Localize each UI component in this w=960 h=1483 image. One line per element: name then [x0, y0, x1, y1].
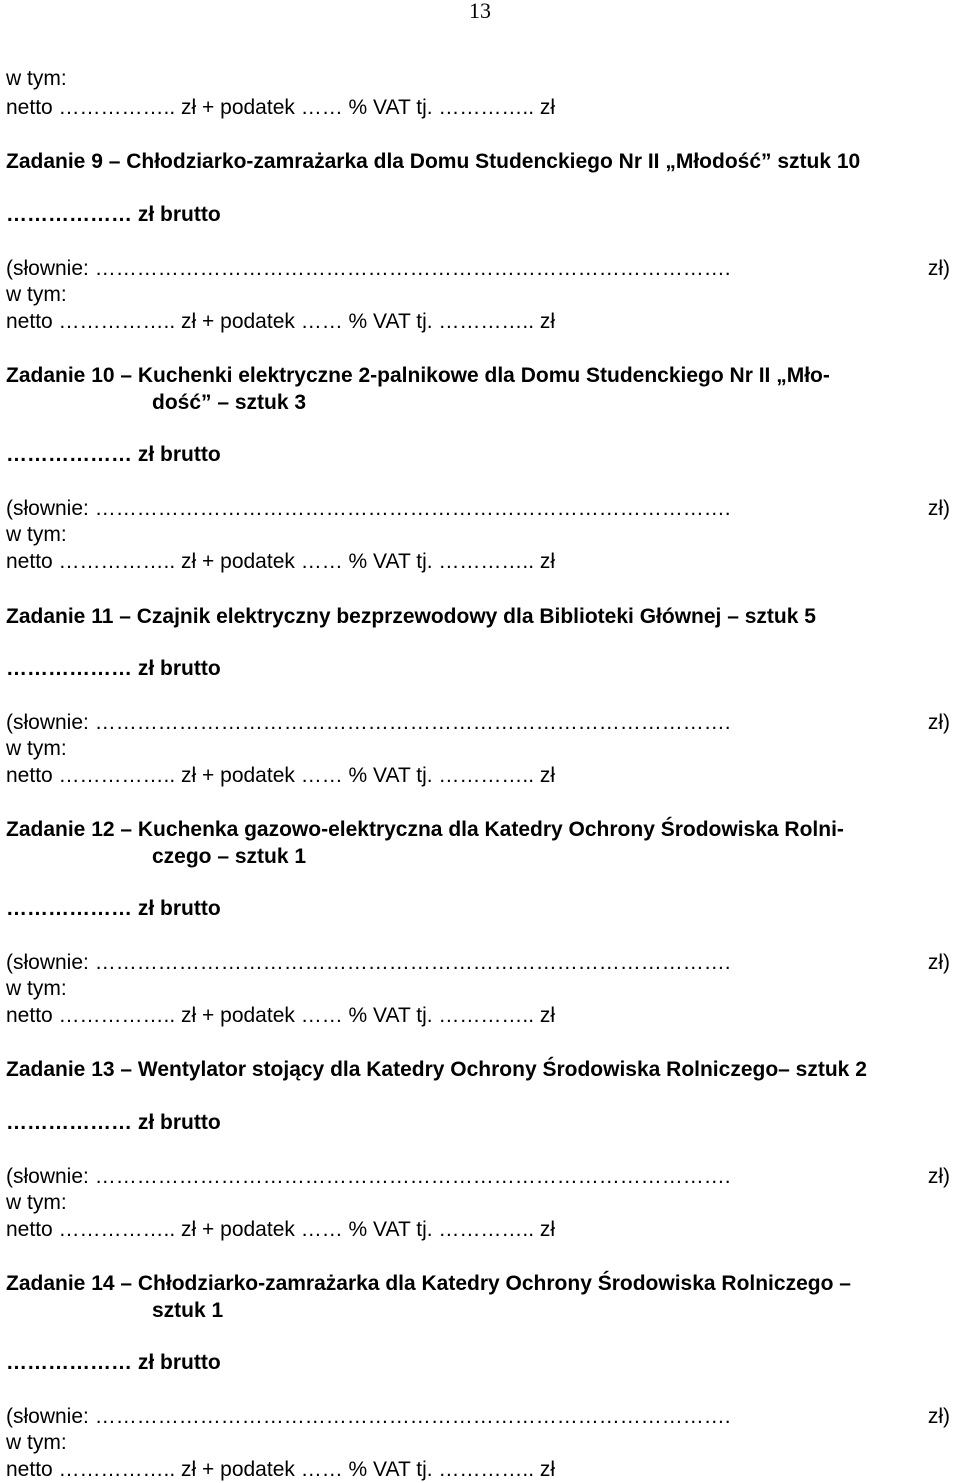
slownie-currency: zł) — [927, 1165, 950, 1188]
task-title-line1: Zadanie 12 – Kuchenka gazowo-elektryczna dla Katedry Ochrony Środowiska Rolni- — [6, 818, 844, 841]
netto-line: netto …………….. zł + podatek …… % VAT tj. ………….. zł — [6, 1458, 556, 1481]
task-title: Zadanie 11 – Czajnik elektryczny bezprzewodowy dla Biblioteki Głównej – sztuk 5 — [6, 605, 816, 628]
slownie-line — [6, 710, 950, 736]
brutto-line: ……………… zł brutto — [6, 657, 221, 680]
slownie-line — [6, 496, 950, 522]
task-title — [6, 816, 950, 843]
slownie-line — [6, 1164, 950, 1190]
slownie-line — [6, 1404, 950, 1430]
slownie-text: (słownie: ………………………………………………………………………………. — [6, 257, 731, 280]
netto-line: netto …………….. zł + podatek …… % VAT tj. ………….. zł — [6, 310, 556, 333]
page-number: 13 — [469, 0, 491, 23]
slownie-currency: zł) — [927, 951, 950, 974]
netto-line: netto …………….. zł + podatek …… % VAT tj. ………….. zł — [6, 764, 556, 787]
slownie-text: (słownie: ………………………………………………………………………………. — [6, 951, 731, 974]
w-tym-label: w tym: — [6, 523, 67, 546]
task-title: Zadanie 13 – Wentylator stojący dla Katedry Ochrony Środowiska Rolniczego– sztuk 2 — [6, 1058, 867, 1081]
w-tym-label: w tym: — [6, 283, 67, 306]
netto-line: netto …………….. zł + podatek …… % VAT tj. ………….. zł — [6, 96, 556, 119]
w-tym-label: w tym: — [6, 1191, 67, 1214]
slownie-line — [6, 256, 950, 282]
task-title — [6, 1270, 950, 1297]
brutto-line: ……………… zł brutto — [6, 203, 221, 226]
brutto-line: ……………… zł brutto — [6, 1111, 221, 1134]
brutto-line: ……………… zł brutto — [6, 443, 221, 466]
netto-line: netto …………….. zł + podatek …… % VAT tj. ………….. zł — [6, 1218, 556, 1241]
netto-line: netto …………….. zł + podatek …… % VAT tj. ………….. zł — [6, 1004, 556, 1027]
task-title — [6, 362, 950, 389]
w-tym-label: w tym: — [6, 67, 67, 90]
w-tym-label: w tym: — [6, 977, 67, 1000]
task-title-line1: Zadanie 14 – Chłodziarko-zamrażarka dla Katedry Ochrony Środowiska Rolniczego – — [6, 1272, 851, 1295]
slownie-text: (słownie: ………………………………………………………………………………. — [6, 1165, 731, 1188]
netto-line: netto …………….. zł + podatek …… % VAT tj. ………….. zł — [6, 550, 556, 573]
slownie-currency: zł) — [927, 257, 950, 280]
slownie-currency: zł) — [927, 711, 950, 734]
brutto-line: ……………… zł brutto — [6, 1351, 221, 1374]
task-title-line1: Zadanie 10 – Kuchenki elektryczne 2-palnikowe dla Domu Studenckiego Nr II „Mło- — [6, 364, 830, 387]
brutto-line: ……………… zł brutto — [6, 897, 221, 920]
slownie-line — [6, 950, 950, 976]
slownie-currency: zł) — [927, 1405, 950, 1428]
slownie-currency: zł) — [927, 497, 950, 520]
slownie-text: (słownie: ………………………………………………………………………………. — [6, 497, 731, 520]
slownie-text: (słownie: ………………………………………………………………………………. — [6, 1405, 731, 1428]
w-tym-label: w tym: — [6, 737, 67, 760]
task-title-line2: czego – sztuk 1 — [152, 845, 307, 868]
task-title: Zadanie 9 – Chłodziarko-zamrażarka dla Domu Studenckiego Nr II „Młodość” sztuk 10 — [6, 150, 861, 173]
w-tym-label: w tym: — [6, 1431, 67, 1454]
task-title-line2: sztuk 1 — [152, 1299, 224, 1322]
slownie-text: (słownie: ………………………………………………………………………………. — [6, 711, 731, 734]
task-title-line2: dość” – sztuk 3 — [152, 391, 307, 414]
